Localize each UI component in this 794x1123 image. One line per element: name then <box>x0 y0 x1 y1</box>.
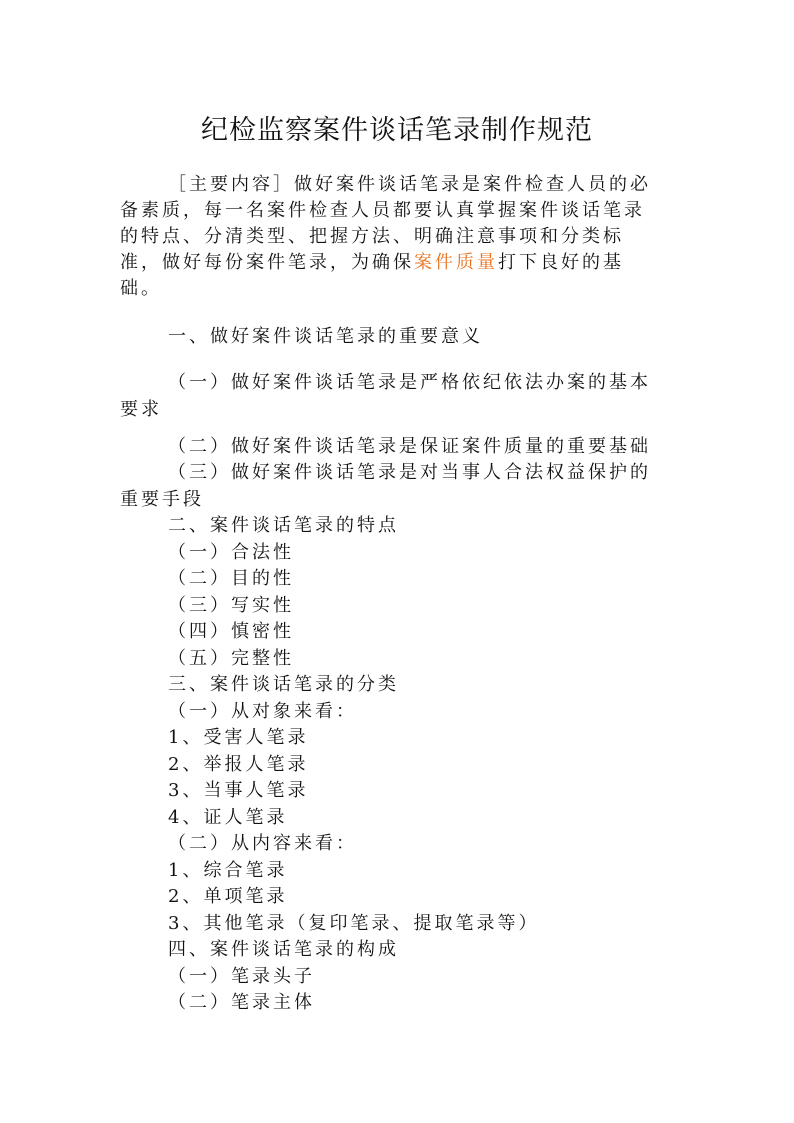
list-item: （五）完整性 <box>168 648 294 669</box>
list-item: 1、受害人笔录 <box>168 727 309 748</box>
subsection-3-2: （二）从内容来看： <box>168 833 357 854</box>
intro-line-4 <box>120 248 624 274</box>
list-item: 2、举报人笔录 <box>168 754 309 775</box>
intro-line-4-tail: 打下良好的基 <box>498 252 624 273</box>
document-title: 纪检监察案件谈话笔录制作规范 <box>201 115 593 146</box>
list-item: （四）慎密性 <box>168 621 294 642</box>
intro-line-1: ［主要内容］做好案件谈话笔录是案件检查人员的必 <box>168 174 651 195</box>
subsection-1-1: （一）做好案件谈话笔录是严格依纪依法办案的基本 <box>168 372 651 393</box>
list-item: （一）合法性 <box>168 542 294 563</box>
list-item: （二）目的性 <box>168 568 294 589</box>
list-item: （一）笔录头子 <box>168 966 315 987</box>
intro-line-4-text: 准，做好每份案件笔录，为确保 <box>120 252 414 273</box>
subsection-1-2: （二）做好案件谈话笔录是保证案件质量的重要基础 <box>168 436 651 457</box>
list-item: 1、综合笔录 <box>168 860 288 881</box>
subsection-1-3: （三）做好案件谈话笔录是对当事人合法权益保护的 <box>168 462 651 483</box>
subsection-3-1: （一）从对象来看： <box>168 701 357 722</box>
list-item: （三）写实性 <box>168 595 294 616</box>
case-quality-link[interactable]: 案件质量 <box>414 252 498 273</box>
intro-line-2: 备素质，每一名案件检查人员都要认真掌握案件谈话笔录 <box>120 200 645 221</box>
section-heading-2: 二、案件谈话笔录的特点 <box>168 515 399 536</box>
intro-line-3: 的特点、分清类型、把握方法、明确注意事项和分类标 <box>120 226 624 247</box>
section-heading-3: 三、案件谈话笔录的分类 <box>168 674 399 695</box>
list-item: 3、当事人笔录 <box>168 780 309 801</box>
subsection-1-1-cont: 要求 <box>120 399 162 420</box>
subsection-1-3-cont: 重要手段 <box>120 489 204 510</box>
list-item: 3、其他笔录（复印笔录、提取笔录等） <box>168 913 540 934</box>
section-heading-4: 四、案件谈话笔录的构成 <box>168 939 399 960</box>
list-item: 2、单项笔录 <box>168 886 288 907</box>
list-item: （二）笔录主体 <box>168 992 315 1013</box>
section-heading-1: 一、做好案件谈话笔录的重要意义 <box>168 326 483 347</box>
list-item: 4、证人笔录 <box>168 807 288 828</box>
intro-line-5: 础。 <box>120 278 162 299</box>
